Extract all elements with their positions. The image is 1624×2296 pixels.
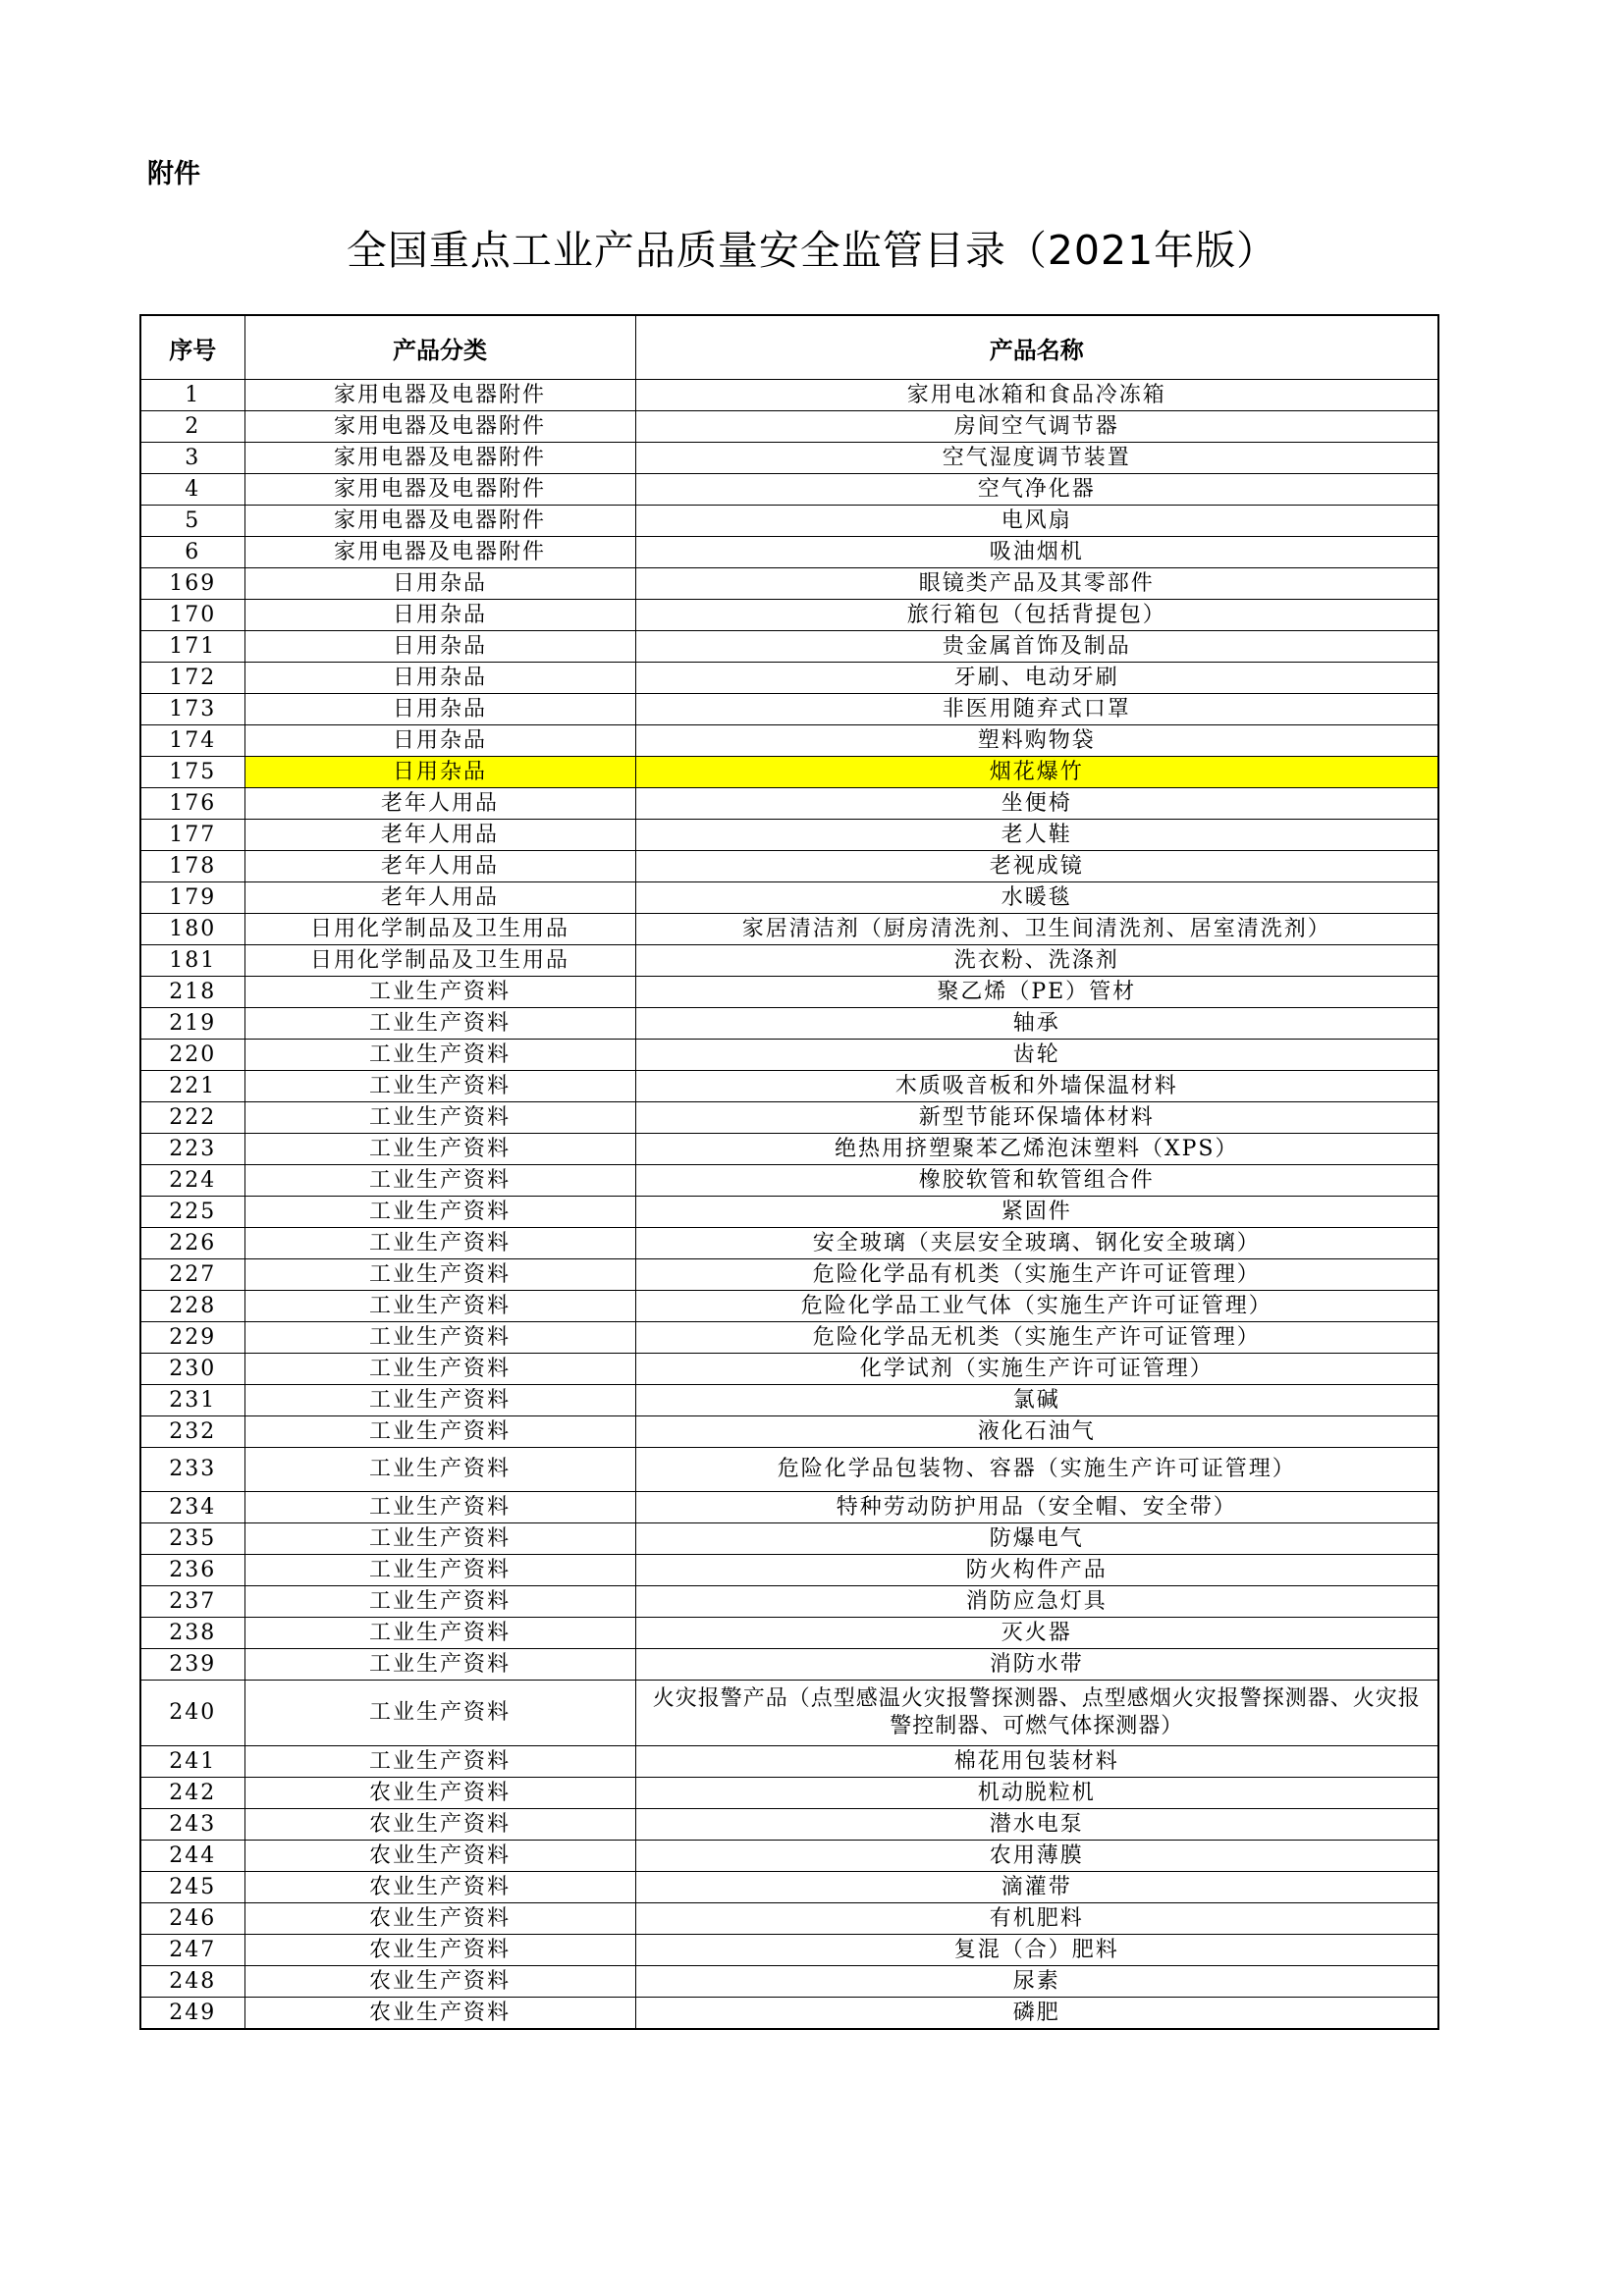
product-name-cell: 化学试剂（实施生产许可证管理）	[635, 1354, 1438, 1385]
product-name-cell: 消防应急灯具	[635, 1586, 1438, 1618]
table-row	[140, 1746, 1438, 1778]
category-cell: 农业生产资料	[244, 1903, 635, 1935]
product-name-cell: 吸油烟机	[635, 537, 1438, 568]
serial-number-cell: 219	[140, 1008, 244, 1040]
serial-number-cell: 218	[140, 977, 244, 1008]
table-row	[140, 631, 1438, 663]
column-header-product-name: 产品名称	[635, 315, 1438, 380]
product-catalog-table	[139, 314, 1439, 2030]
category-cell: 农业生产资料	[244, 1998, 635, 2030]
category-cell: 工业生产资料	[244, 977, 635, 1008]
table-row	[140, 945, 1438, 977]
serial-number-cell: 172	[140, 663, 244, 694]
table-row	[140, 757, 1438, 788]
table-row	[140, 851, 1438, 882]
table-row	[140, 1649, 1438, 1681]
product-name-cell: 棉花用包装材料	[635, 1746, 1438, 1778]
serial-number-cell: 233	[140, 1448, 244, 1492]
product-name-cell: 机动脱粒机	[635, 1778, 1438, 1809]
category-cell: 日用化学制品及卫生用品	[244, 945, 635, 977]
table-header-row	[140, 315, 1438, 380]
product-name-cell: 消防水带	[635, 1649, 1438, 1681]
category-cell: 老年人用品	[244, 882, 635, 914]
category-cell: 农业生产资料	[244, 1809, 635, 1841]
category-cell: 工业生产资料	[244, 1134, 635, 1165]
table-row	[140, 1040, 1438, 1071]
product-name-cell: 氯碱	[635, 1385, 1438, 1416]
serial-number-cell: 174	[140, 725, 244, 757]
serial-number-cell: 4	[140, 474, 244, 506]
table-row	[140, 1778, 1438, 1809]
category-cell: 工业生产资料	[244, 1322, 635, 1354]
table-row	[140, 914, 1438, 945]
category-cell: 工业生产资料	[244, 1259, 635, 1291]
serial-number-cell: 221	[140, 1071, 244, 1102]
serial-number-cell: 243	[140, 1809, 244, 1841]
category-cell: 工业生产资料	[244, 1586, 635, 1618]
serial-number-cell: 222	[140, 1102, 244, 1134]
table-row	[140, 882, 1438, 914]
serial-number-cell: 246	[140, 1903, 244, 1935]
category-cell: 日用杂品	[244, 631, 635, 663]
serial-number-cell: 245	[140, 1872, 244, 1903]
product-name-cell: 紧固件	[635, 1197, 1438, 1228]
serial-number-cell: 232	[140, 1416, 244, 1448]
table-row	[140, 411, 1438, 443]
product-name-cell: 烟花爆竹	[635, 757, 1438, 788]
category-cell: 工业生产资料	[244, 1492, 635, 1523]
product-name-cell: 安全玻璃（夹层安全玻璃、钢化安全玻璃）	[635, 1228, 1438, 1259]
product-name-cell: 坐便椅	[635, 788, 1438, 820]
table-row	[140, 1492, 1438, 1523]
table-row	[140, 1354, 1438, 1385]
table-row	[140, 1523, 1438, 1555]
product-name-cell: 危险化学品有机类（实施生产许可证管理）	[635, 1259, 1438, 1291]
table-row	[140, 1448, 1438, 1492]
table-row	[140, 506, 1438, 537]
table-row	[140, 788, 1438, 820]
serial-number-cell: 238	[140, 1618, 244, 1649]
category-cell: 家用电器及电器附件	[244, 411, 635, 443]
product-name-cell: 非医用随弃式口罩	[635, 694, 1438, 725]
product-name-cell: 火灾报警产品（点型感温火灾报警探测器、点型感烟火灾报警探测器、火灾报警控制器、可燃气体探测器）	[635, 1681, 1438, 1746]
category-cell: 农业生产资料	[244, 1841, 635, 1872]
product-name-cell: 水暖毯	[635, 882, 1438, 914]
category-cell: 工业生产资料	[244, 1416, 635, 1448]
serial-number-cell: 176	[140, 788, 244, 820]
category-cell: 农业生产资料	[244, 1935, 635, 1966]
serial-number-cell: 248	[140, 1966, 244, 1998]
table-row	[140, 1681, 1438, 1746]
table-row	[140, 1291, 1438, 1322]
category-cell: 日用杂品	[244, 694, 635, 725]
table-row	[140, 568, 1438, 600]
serial-number-cell: 179	[140, 882, 244, 914]
table-row	[140, 1841, 1438, 1872]
product-name-cell: 木质吸音板和外墙保温材料	[635, 1071, 1438, 1102]
serial-number-cell: 249	[140, 1998, 244, 2030]
category-cell: 日用杂品	[244, 725, 635, 757]
product-name-cell: 绝热用挤塑聚苯乙烯泡沫塑料（XPS）	[635, 1134, 1438, 1165]
serial-number-cell: 228	[140, 1291, 244, 1322]
table-row	[140, 1618, 1438, 1649]
product-name-cell: 牙刷、电动牙刷	[635, 663, 1438, 694]
product-name-cell: 液化石油气	[635, 1416, 1438, 1448]
category-cell: 日用杂品	[244, 663, 635, 694]
serial-number-cell: 170	[140, 600, 244, 631]
table-row	[140, 977, 1438, 1008]
table-row	[140, 443, 1438, 474]
serial-number-cell: 247	[140, 1935, 244, 1966]
serial-number-cell: 220	[140, 1040, 244, 1071]
category-cell: 家用电器及电器附件	[244, 537, 635, 568]
column-header-serial: 序号	[140, 315, 244, 380]
serial-number-cell: 226	[140, 1228, 244, 1259]
product-name-cell: 危险化学品工业气体（实施生产许可证管理）	[635, 1291, 1438, 1322]
table-row	[140, 1555, 1438, 1586]
table-row	[140, 1416, 1438, 1448]
table-row	[140, 1071, 1438, 1102]
table-row	[140, 1008, 1438, 1040]
category-cell: 农业生产资料	[244, 1872, 635, 1903]
category-cell: 工业生产资料	[244, 1746, 635, 1778]
attachment-label: 附件	[147, 159, 200, 189]
product-name-cell: 家用电冰箱和食品冷冻箱	[635, 380, 1438, 411]
serial-number-cell: 239	[140, 1649, 244, 1681]
serial-number-cell: 175	[140, 757, 244, 788]
table-row	[140, 1228, 1438, 1259]
serial-number-cell: 234	[140, 1492, 244, 1523]
serial-number-cell: 178	[140, 851, 244, 882]
category-cell: 工业生产资料	[244, 1165, 635, 1197]
product-name-cell: 有机肥料	[635, 1903, 1438, 1935]
product-name-cell: 防火构件产品	[635, 1555, 1438, 1586]
table-row	[140, 380, 1438, 411]
product-name-cell: 房间空气调节器	[635, 411, 1438, 443]
category-cell: 老年人用品	[244, 788, 635, 820]
serial-number-cell: 177	[140, 820, 244, 851]
serial-number-cell: 237	[140, 1586, 244, 1618]
serial-number-cell: 171	[140, 631, 244, 663]
table-row	[140, 1809, 1438, 1841]
page-title: 全国重点工业产品质量安全监管目录（2021年版）	[346, 227, 1278, 274]
serial-number-cell: 242	[140, 1778, 244, 1809]
serial-number-cell: 5	[140, 506, 244, 537]
table-row	[140, 1165, 1438, 1197]
product-name-cell: 轴承	[635, 1008, 1438, 1040]
product-name-cell: 危险化学品包装物、容器（实施生产许可证管理）	[635, 1448, 1438, 1492]
category-cell: 家用电器及电器附件	[244, 474, 635, 506]
serial-number-cell: 227	[140, 1259, 244, 1291]
table-row	[140, 1903, 1438, 1935]
table-row	[140, 537, 1438, 568]
product-name-cell: 旅行箱包（包括背提包）	[635, 600, 1438, 631]
category-cell: 工业生产资料	[244, 1197, 635, 1228]
serial-number-cell: 181	[140, 945, 244, 977]
category-cell: 工业生产资料	[244, 1523, 635, 1555]
product-name-cell: 老视成镜	[635, 851, 1438, 882]
table-row	[140, 1966, 1438, 1998]
serial-number-cell: 173	[140, 694, 244, 725]
product-name-cell: 潜水电泵	[635, 1809, 1438, 1841]
table-row	[140, 820, 1438, 851]
product-name-cell: 老人鞋	[635, 820, 1438, 851]
product-name-cell: 滴灌带	[635, 1872, 1438, 1903]
product-name-cell: 电风扇	[635, 506, 1438, 537]
table-row	[140, 1385, 1438, 1416]
category-cell: 工业生产资料	[244, 1071, 635, 1102]
table-row	[140, 663, 1438, 694]
serial-number-cell: 230	[140, 1354, 244, 1385]
serial-number-cell: 3	[140, 443, 244, 474]
category-cell: 工业生产资料	[244, 1228, 635, 1259]
category-cell: 工业生产资料	[244, 1102, 635, 1134]
product-name-cell: 眼镜类产品及其零部件	[635, 568, 1438, 600]
serial-number-cell: 225	[140, 1197, 244, 1228]
product-name-cell: 尿素	[635, 1966, 1438, 1998]
column-header-category: 产品分类	[244, 315, 635, 380]
category-cell: 工业生产资料	[244, 1555, 635, 1586]
serial-number-cell: 229	[140, 1322, 244, 1354]
table-row	[140, 1197, 1438, 1228]
table-row	[140, 600, 1438, 631]
category-cell: 老年人用品	[244, 820, 635, 851]
category-cell: 日用杂品	[244, 757, 635, 788]
table-row	[140, 1134, 1438, 1165]
table-row	[140, 1259, 1438, 1291]
category-cell: 工业生产资料	[244, 1618, 635, 1649]
category-cell: 工业生产资料	[244, 1681, 635, 1746]
product-name-cell: 空气净化器	[635, 474, 1438, 506]
table-row	[140, 1872, 1438, 1903]
product-name-cell: 磷肥	[635, 1998, 1438, 2030]
table-row	[140, 1102, 1438, 1134]
table-row	[140, 694, 1438, 725]
table-row	[140, 1586, 1438, 1618]
serial-number-cell: 6	[140, 537, 244, 568]
serial-number-cell: 241	[140, 1746, 244, 1778]
table-row	[140, 474, 1438, 506]
product-name-cell: 新型节能环保墙体材料	[635, 1102, 1438, 1134]
serial-number-cell: 2	[140, 411, 244, 443]
product-name-cell: 贵金属首饰及制品	[635, 631, 1438, 663]
product-name-cell: 危险化学品无机类（实施生产许可证管理）	[635, 1322, 1438, 1354]
table-body	[140, 380, 1438, 2030]
product-name-cell: 齿轮	[635, 1040, 1438, 1071]
serial-number-cell: 240	[140, 1681, 244, 1746]
category-cell: 家用电器及电器附件	[244, 380, 635, 411]
category-cell: 日用杂品	[244, 600, 635, 631]
category-cell: 工业生产资料	[244, 1040, 635, 1071]
serial-number-cell: 236	[140, 1555, 244, 1586]
table-row	[140, 1998, 1438, 2030]
serial-number-cell: 180	[140, 914, 244, 945]
serial-number-cell: 223	[140, 1134, 244, 1165]
category-cell: 工业生产资料	[244, 1354, 635, 1385]
product-name-cell: 空气湿度调节装置	[635, 443, 1438, 474]
product-name-cell: 洗衣粉、洗涤剂	[635, 945, 1438, 977]
table-row	[140, 1935, 1438, 1966]
category-cell: 农业生产资料	[244, 1778, 635, 1809]
serial-number-cell: 224	[140, 1165, 244, 1197]
category-cell: 老年人用品	[244, 851, 635, 882]
category-cell: 日用化学制品及卫生用品	[244, 914, 635, 945]
category-cell: 日用杂品	[244, 568, 635, 600]
serial-number-cell: 244	[140, 1841, 244, 1872]
product-name-cell: 防爆电气	[635, 1523, 1438, 1555]
table-row	[140, 725, 1438, 757]
product-name-cell: 塑料购物袋	[635, 725, 1438, 757]
category-cell: 工业生产资料	[244, 1649, 635, 1681]
product-name-cell: 农用薄膜	[635, 1841, 1438, 1872]
category-cell: 工业生产资料	[244, 1008, 635, 1040]
category-cell: 工业生产资料	[244, 1385, 635, 1416]
category-cell: 工业生产资料	[244, 1291, 635, 1322]
table-row	[140, 1322, 1438, 1354]
product-name-cell: 橡胶软管和软管组合件	[635, 1165, 1438, 1197]
category-cell: 农业生产资料	[244, 1966, 635, 1998]
product-name-cell: 复混（合）肥料	[635, 1935, 1438, 1966]
product-name-cell: 聚乙烯（PE）管材	[635, 977, 1438, 1008]
category-cell: 工业生产资料	[244, 1448, 635, 1492]
product-name-cell: 家居清洁剂（厨房清洗剂、卫生间清洗剂、居室清洗剂）	[635, 914, 1438, 945]
category-cell: 家用电器及电器附件	[244, 443, 635, 474]
product-name-cell: 灭火器	[635, 1618, 1438, 1649]
serial-number-cell: 1	[140, 380, 244, 411]
serial-number-cell: 231	[140, 1385, 244, 1416]
serial-number-cell: 169	[140, 568, 244, 600]
serial-number-cell: 235	[140, 1523, 244, 1555]
category-cell: 家用电器及电器附件	[244, 506, 635, 537]
product-name-cell: 特种劳动防护用品（安全帽、安全带）	[635, 1492, 1438, 1523]
